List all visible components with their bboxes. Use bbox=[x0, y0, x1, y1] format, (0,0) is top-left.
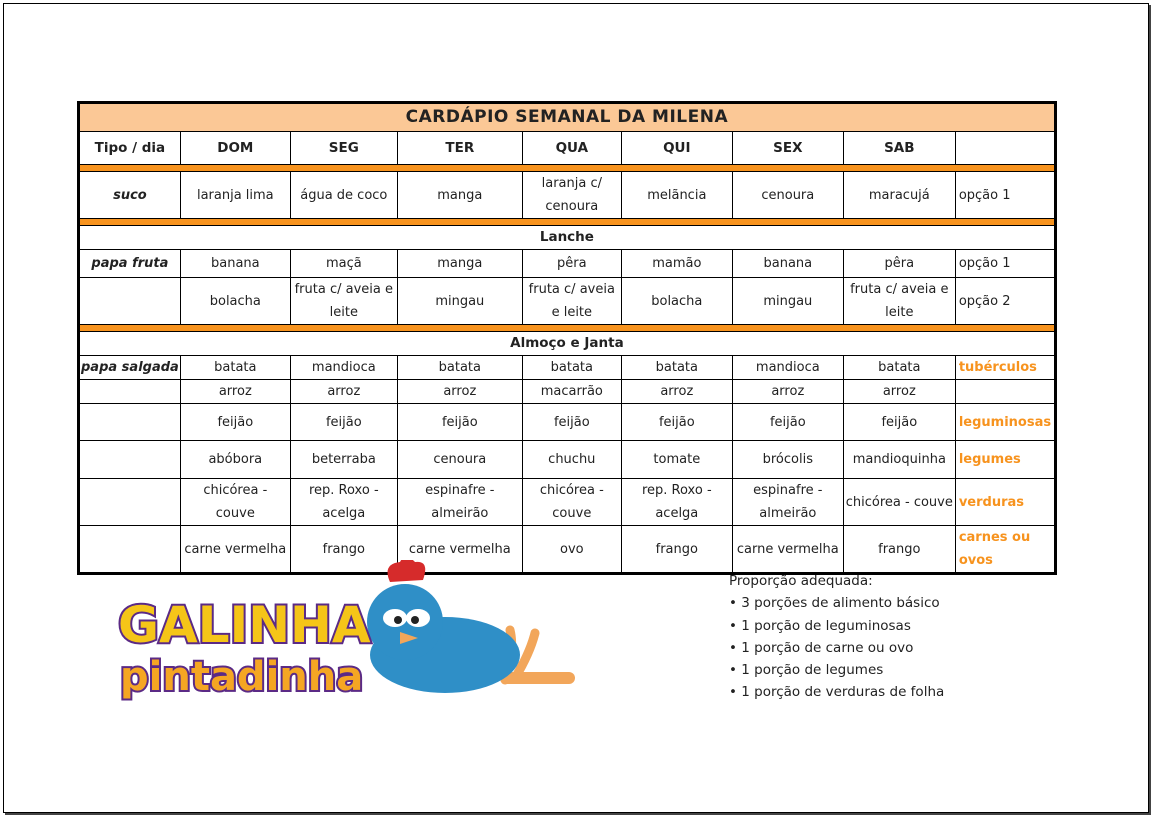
column-header: DOM bbox=[180, 132, 290, 165]
row-type: papa salgada bbox=[79, 356, 181, 380]
option-label: opção 2 bbox=[955, 278, 1055, 325]
chicken-mascot-icon bbox=[110, 560, 580, 710]
menu-cell: frango bbox=[290, 526, 397, 574]
menu-cell: mandioca bbox=[732, 356, 843, 380]
orange-separator bbox=[79, 219, 1056, 226]
menu-cell: mandioquinha bbox=[843, 441, 955, 479]
menu-cell: fruta c/ aveia e leite bbox=[290, 278, 397, 325]
menu-cell: carne vermelha bbox=[397, 526, 522, 574]
menu-cell: maçã bbox=[290, 250, 397, 278]
menu-cell: batata bbox=[843, 356, 955, 380]
orange-separator bbox=[79, 325, 1056, 332]
menu-cell: manga bbox=[397, 172, 522, 219]
column-header: SEX bbox=[732, 132, 843, 165]
column-header: QUI bbox=[621, 132, 732, 165]
menu-cell: banana bbox=[732, 250, 843, 278]
galinha-pintadinha-logo bbox=[110, 560, 580, 710]
menu-cell: banana bbox=[180, 250, 290, 278]
row-type: suco bbox=[79, 172, 181, 219]
menu-cell: feijão bbox=[397, 404, 522, 441]
menu-cell: chicórea - couve bbox=[843, 479, 955, 526]
row-type bbox=[79, 404, 181, 441]
menu-cell: arroz bbox=[180, 380, 290, 404]
menu-cell: feijão bbox=[732, 404, 843, 441]
menu-cell: fruta c/ aveia e leite bbox=[843, 278, 955, 325]
menu-cell: cenoura bbox=[732, 172, 843, 219]
menu-cell: feijão bbox=[180, 404, 290, 441]
row-type bbox=[79, 479, 181, 526]
option-label: opção 1 bbox=[955, 172, 1055, 219]
row-type bbox=[79, 380, 181, 404]
menu-cell: laranja c/ cenoura bbox=[522, 172, 621, 219]
menu-cell: fruta c/ aveia e leite bbox=[522, 278, 621, 325]
menu-cell: feijão bbox=[621, 404, 732, 441]
note-item: • 1 porção de verduras de folha bbox=[729, 684, 945, 701]
logo-line2: pintadinha bbox=[120, 654, 364, 700]
menu-cell: cenoura bbox=[397, 441, 522, 479]
menu-cell: arroz bbox=[290, 380, 397, 404]
column-header: QUA bbox=[522, 132, 621, 165]
menu-cell: batata bbox=[522, 356, 621, 380]
menu-cell: tomate bbox=[621, 441, 732, 479]
food-category: legumes bbox=[955, 441, 1055, 479]
menu-cell: rep. Roxo - acelga bbox=[621, 479, 732, 526]
menu-cell: chuchu bbox=[522, 441, 621, 479]
menu-cell: mandioca bbox=[290, 356, 397, 380]
menu-cell: maracujá bbox=[843, 172, 955, 219]
menu-cell: espinafre - almeirão bbox=[732, 479, 843, 526]
row-type bbox=[79, 441, 181, 479]
menu-title: CARDÁPIO SEMANAL DA MILENA bbox=[79, 103, 1056, 132]
note-item: • 1 porção de carne ou ovo bbox=[729, 639, 914, 656]
menu-cell: arroz bbox=[621, 380, 732, 404]
menu-cell: abóbora bbox=[180, 441, 290, 479]
menu-cell: feijão bbox=[522, 404, 621, 441]
column-header: SAB bbox=[843, 132, 955, 165]
menu-cell: arroz bbox=[732, 380, 843, 404]
menu-cell: carne vermelha bbox=[180, 526, 290, 574]
menu-cell: carne vermelha bbox=[732, 526, 843, 574]
section-title-almoco: Almoço e Janta bbox=[79, 332, 1056, 356]
menu-cell: mamão bbox=[621, 250, 732, 278]
column-header bbox=[955, 132, 1055, 165]
column-header: TER bbox=[397, 132, 522, 165]
note-item: • 3 porções de alimento básico bbox=[729, 595, 940, 612]
row-type: papa fruta bbox=[79, 250, 181, 278]
menu-cell: mingau bbox=[397, 278, 522, 325]
food-category: carnes ou ovos bbox=[955, 526, 1055, 574]
menu-cell: melãncia bbox=[621, 172, 732, 219]
menu-cell: laranja lima bbox=[180, 172, 290, 219]
menu-cell: pêra bbox=[522, 250, 621, 278]
menu-cell: macarrão bbox=[522, 380, 621, 404]
note-item: • 1 porção de legumes bbox=[729, 662, 884, 679]
orange-separator bbox=[79, 165, 1056, 172]
notes-title: Proporção adequada: bbox=[729, 573, 873, 589]
menu-cell: bolacha bbox=[180, 278, 290, 325]
menu-cell: bolacha bbox=[621, 278, 732, 325]
logo-line1: GALINHA bbox=[118, 596, 371, 654]
food-category: leguminosas bbox=[955, 404, 1055, 441]
menu-cell: chicórea - couve bbox=[522, 479, 621, 526]
column-header: SEG bbox=[290, 132, 397, 165]
food-category: verduras bbox=[955, 479, 1055, 526]
proportion-notes bbox=[729, 570, 944, 704]
menu-cell: frango bbox=[843, 526, 955, 574]
menu-cell: batata bbox=[180, 356, 290, 380]
option-label: opção 1 bbox=[955, 250, 1055, 278]
section-title-lanche: Lanche bbox=[79, 226, 1056, 250]
menu-cell: batata bbox=[397, 356, 522, 380]
menu-cell: batata bbox=[621, 356, 732, 380]
menu-cell: brócolis bbox=[732, 441, 843, 479]
menu-cell: água de coco bbox=[290, 172, 397, 219]
menu-cell: chicórea - couve bbox=[180, 479, 290, 526]
menu-cell: espinafre - almeirão bbox=[397, 479, 522, 526]
menu-cell: pêra bbox=[843, 250, 955, 278]
note-item: • 1 porção de leguminosas bbox=[729, 617, 911, 634]
menu-cell: rep. Roxo - acelga bbox=[290, 479, 397, 526]
menu-cell: beterraba bbox=[290, 441, 397, 479]
menu-cell: feijão bbox=[843, 404, 955, 441]
row-type bbox=[79, 278, 181, 325]
food-category bbox=[955, 380, 1055, 404]
menu-cell: feijão bbox=[290, 404, 397, 441]
menu-cell: ovo bbox=[522, 526, 621, 574]
menu-cell: arroz bbox=[843, 380, 955, 404]
column-header: Tipo / dia bbox=[79, 132, 181, 165]
menu-cell: arroz bbox=[397, 380, 522, 404]
food-category: tubérculos bbox=[955, 356, 1055, 380]
menu-cell: manga bbox=[397, 250, 522, 278]
menu-cell: frango bbox=[621, 526, 732, 574]
menu-cell: mingau bbox=[732, 278, 843, 325]
weekly-menu-table bbox=[77, 101, 1057, 575]
